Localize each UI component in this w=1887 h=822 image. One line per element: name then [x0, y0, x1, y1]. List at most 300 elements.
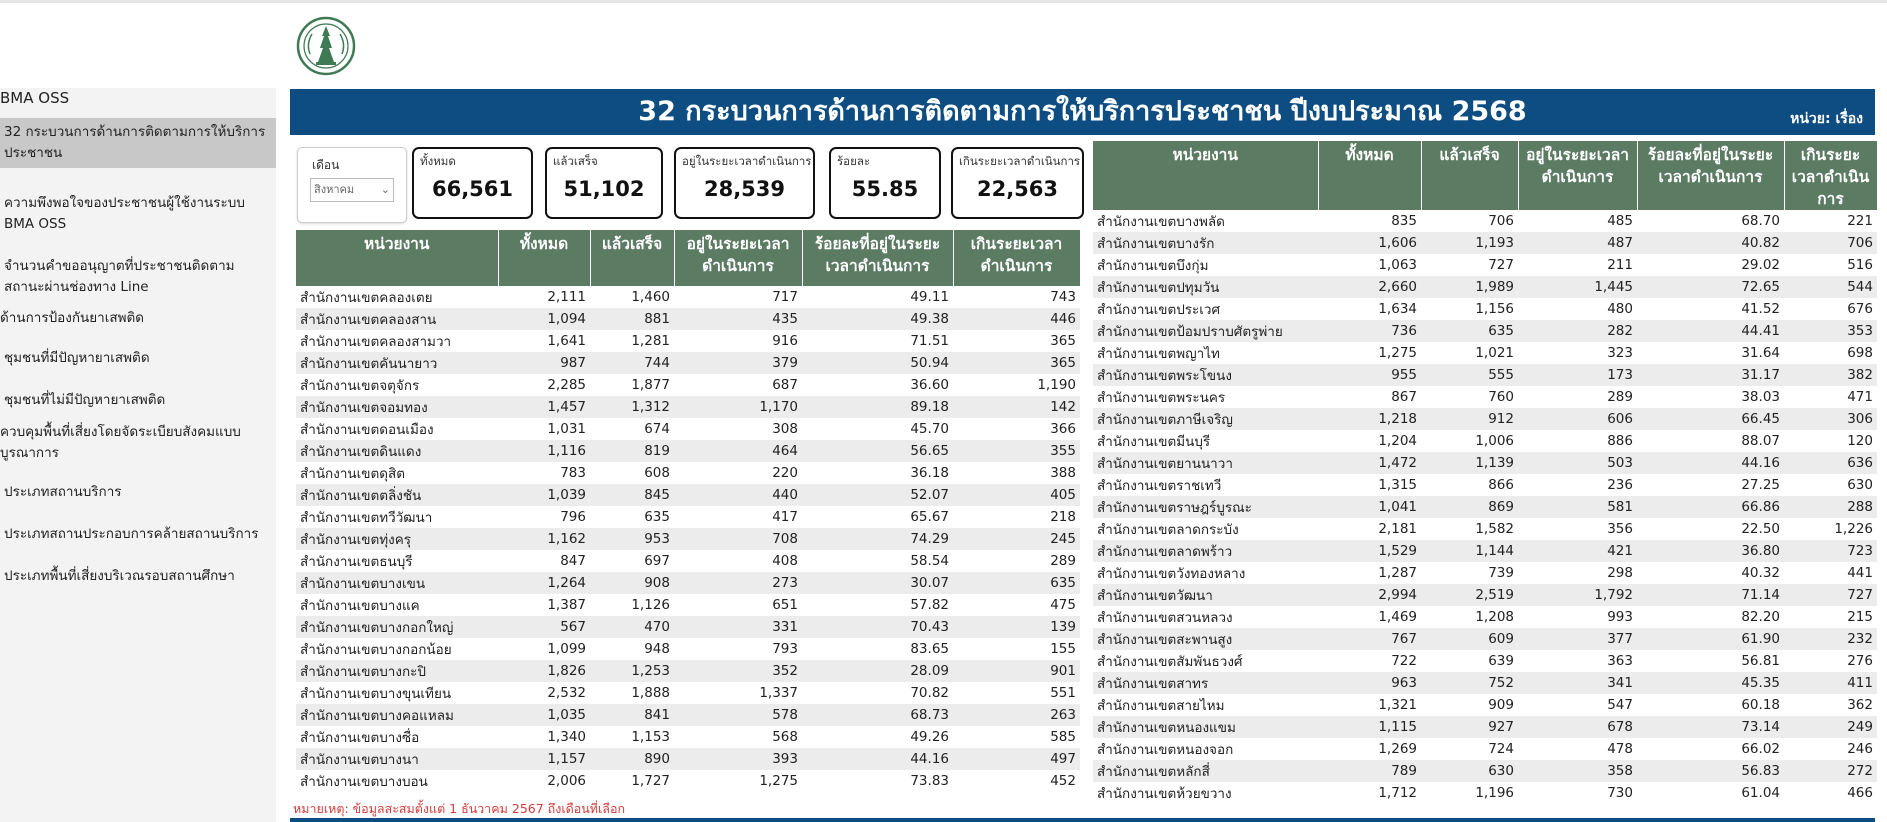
- table-row: [296, 286, 1080, 308]
- district-name-cell: สำนักงานเขตบางกอกน้อย: [300, 642, 452, 658]
- value-cell: 66.45: [1637, 408, 1784, 430]
- district-name-cell: สำนักงานเขตบางนา: [296, 748, 498, 770]
- value-cell: 1,472: [1318, 452, 1421, 474]
- value-cell: 44.16: [1637, 452, 1784, 474]
- value-cell: 1,116: [498, 440, 590, 462]
- top-divider: [0, 0, 1887, 3]
- value-cell: 1,139: [1421, 452, 1518, 474]
- district-name-cell: สำนักงานเขตพระโขนง: [1093, 364, 1318, 386]
- value-cell: 120: [1847, 433, 1873, 449]
- sidebar-item-school-risk-areas[interactable]: ประเภทพื้นที่เสี่ยงบริเวณรอบสถานศึกษา: [4, 568, 235, 584]
- table-row: [1093, 276, 1877, 298]
- value-cell: 393: [674, 748, 802, 770]
- value-cell: 220: [772, 465, 798, 481]
- value-cell: 1,337: [759, 685, 798, 701]
- table-row: [296, 462, 1080, 484]
- value-cell: 867: [1391, 389, 1417, 405]
- value-cell: 630: [1421, 760, 1518, 782]
- value-cell: 417: [772, 509, 798, 525]
- value-cell: 845: [590, 484, 674, 506]
- value-cell: 289: [1050, 553, 1076, 569]
- value-cell: 1,226: [1834, 521, 1873, 537]
- table-row: [296, 682, 1080, 704]
- value-cell: 744: [590, 352, 674, 374]
- value-cell: 717: [772, 289, 798, 305]
- table-row: [1093, 628, 1877, 650]
- value-cell: 36.18: [910, 465, 949, 481]
- table-row: [296, 748, 1080, 770]
- sidebar-item-32-processes[interactable]: 32 กระบวนการด้านการติดตามการให้บริการประชาชน: [0, 118, 276, 168]
- value-cell: 308: [772, 421, 798, 437]
- value-cell: 464: [674, 440, 802, 462]
- value-cell: 218: [1050, 509, 1076, 525]
- value-cell: 382: [1784, 364, 1877, 386]
- value-cell: 1,877: [631, 377, 670, 393]
- value-cell: 635: [644, 509, 670, 525]
- table-row: [296, 528, 1080, 550]
- value-cell: 1,063: [1378, 257, 1417, 273]
- value-cell: 953: [590, 528, 674, 550]
- value-cell: 298: [1607, 565, 1633, 581]
- table-row: [296, 484, 1080, 506]
- sidebar-item-similar-venues[interactable]: ประเภทสถานประกอบการคล้ายสถานบริการ: [4, 526, 259, 542]
- value-cell: 724: [1488, 741, 1514, 757]
- value-cell: 249: [1784, 716, 1877, 738]
- value-cell: 61.90: [1637, 628, 1784, 650]
- value-cell: 211: [1607, 257, 1633, 273]
- page-title: 32 กระบวนการด้านการติดตามการให้บริการประชาชน ปีงบประมาณ 2568: [638, 96, 1527, 127]
- value-cell: 341: [1518, 672, 1637, 694]
- value-cell: 71.51: [910, 333, 949, 349]
- district-name-cell: สำนักงานเขตตลิ่งชัน: [296, 484, 498, 506]
- value-cell: 306: [1784, 408, 1877, 430]
- value-cell: 698: [1847, 345, 1873, 361]
- table-row: [1093, 782, 1877, 804]
- value-cell: 435: [674, 308, 802, 330]
- value-cell: 56.83: [1637, 760, 1784, 782]
- value-cell: 727: [1784, 584, 1877, 606]
- district-name-cell: สำนักงานเขตคลองสามวา: [300, 334, 452, 350]
- value-cell: 52.07: [802, 484, 953, 506]
- value-cell: 1,445: [1518, 276, 1637, 298]
- value-cell: 352: [674, 660, 802, 682]
- value-cell: 1,039: [498, 484, 590, 506]
- district-name-cell: สำนักงานเขตยานนาวา: [1093, 452, 1318, 474]
- value-cell: 912: [1421, 408, 1518, 430]
- value-cell: 503: [1518, 452, 1637, 474]
- value-cell: 408: [772, 553, 798, 569]
- column-header: แล้วเสร็จ: [1421, 141, 1518, 210]
- district-name-cell: สำนักงานเขตวังทองหลาง: [1097, 566, 1246, 582]
- value-cell: 30.07: [802, 572, 953, 594]
- kpi-value: 28,539: [703, 177, 786, 201]
- value-cell: 44.16: [802, 748, 953, 770]
- value-cell: 155: [1050, 641, 1076, 657]
- value-cell: 440: [674, 484, 802, 506]
- district-name-cell: สำนักงานเขตจอมทอง: [296, 396, 498, 418]
- month-filter: [297, 147, 407, 223]
- column-header: หน่วยงาน: [1093, 141, 1318, 210]
- value-cell: 1,634: [1378, 301, 1417, 317]
- title-banner: [290, 89, 1875, 135]
- table-row: [1093, 210, 1877, 232]
- value-cell: 83.65: [910, 641, 949, 657]
- value-cell: 441: [1847, 565, 1873, 581]
- value-cell: 28.09: [802, 660, 953, 682]
- value-cell: 1,275: [759, 773, 798, 789]
- value-cell: 142: [953, 396, 1080, 418]
- value-cell: 2,181: [1378, 521, 1417, 537]
- table-row: [1093, 760, 1877, 782]
- table-row: [1093, 496, 1877, 518]
- value-cell: 73.83: [910, 773, 949, 789]
- value-cell: 72.65: [1637, 276, 1784, 298]
- value-cell: 881: [590, 308, 674, 330]
- district-name-cell: สำนักงานเขตบางซื่อ: [300, 730, 420, 746]
- value-cell: 487: [1518, 232, 1637, 254]
- value-cell: 215: [1847, 609, 1873, 625]
- value-cell: 1,099: [547, 641, 586, 657]
- value-cell: 1,312: [590, 396, 674, 418]
- value-cell: 40.82: [1637, 232, 1784, 254]
- district-name-cell: สำนักงานเขตจตุจักร: [300, 378, 420, 394]
- value-cell: 1,094: [498, 308, 590, 330]
- value-cell: 835: [1391, 213, 1417, 229]
- value-cell: 36.80: [1637, 540, 1784, 562]
- value-cell: 847: [560, 553, 586, 569]
- sidebar-header: BMA OSS: [0, 89, 70, 107]
- value-cell: 405: [953, 484, 1080, 506]
- sidebar-item-drug-prevention[interactable]: ด้านการป้องกันยาเสพติด: [0, 310, 145, 326]
- value-cell: 41.52: [1741, 301, 1780, 317]
- value-cell: 1,340: [547, 729, 586, 745]
- table-row: [296, 572, 1080, 594]
- table-row: [296, 660, 1080, 682]
- kpi-value: 55.85: [851, 177, 919, 201]
- district-name-cell: สำนักงานเขตทุ่งครุ: [296, 528, 498, 550]
- value-cell: 27.25: [1741, 477, 1780, 493]
- value-cell: 50.94: [802, 352, 953, 374]
- value-cell: 1,989: [1421, 276, 1518, 298]
- value-cell: 2,660: [1318, 276, 1421, 298]
- district-name-cell: สำนักงานเขตปทุมวัน: [1093, 276, 1318, 298]
- value-cell: 246: [1847, 741, 1873, 757]
- value-cell: 651: [772, 597, 798, 613]
- value-cell: 901: [953, 660, 1080, 682]
- value-cell: 2,519: [1421, 584, 1518, 606]
- district-name-cell: สำนักงานเขตพญาไท: [1097, 346, 1220, 362]
- kpi-card-percent: [829, 147, 941, 219]
- value-cell: 585: [1050, 729, 1076, 745]
- district-name-cell: สำนักงานเขตห้วยขวาง: [1097, 786, 1232, 802]
- value-cell: 1,460: [631, 289, 670, 305]
- value-cell: 44.41: [1637, 320, 1784, 342]
- table-row: [1093, 540, 1877, 562]
- value-cell: 674: [644, 421, 670, 437]
- value-cell: 890: [590, 748, 674, 770]
- value-cell: 789: [1318, 760, 1421, 782]
- value-cell: 723: [1784, 540, 1877, 562]
- value-cell: 1,606: [1318, 232, 1421, 254]
- column-header: แล้วเสร็จ: [590, 230, 674, 286]
- district-name-cell: สำนักงานเขตบางเขน: [296, 572, 498, 594]
- district-name-cell: สำนักงานเขตสะพานสูง: [1093, 628, 1318, 650]
- kpi-card-total: [412, 147, 533, 219]
- value-cell: 1,204: [1378, 433, 1417, 449]
- kpi-value: 22,563: [976, 177, 1059, 201]
- table-row: [1093, 430, 1877, 452]
- value-cell: 40.32: [1741, 565, 1780, 581]
- district-name-cell: สำนักงานเขตลาดพร้าว: [1093, 540, 1318, 562]
- value-cell: 767: [1318, 628, 1421, 650]
- value-cell: 88.07: [1741, 433, 1780, 449]
- value-cell: 1,727: [631, 773, 670, 789]
- value-cell: 365: [1050, 333, 1076, 349]
- district-name-cell: สำนักงานเขตมีนบุรี: [1097, 434, 1211, 450]
- table-row: [296, 330, 1080, 352]
- value-cell: 630: [1847, 477, 1873, 493]
- value-cell: 708: [674, 528, 802, 550]
- value-cell: 1,582: [1475, 521, 1514, 537]
- sidebar-item-satisfaction[interactable]: ความพึงพอใจของประชาชนผู้ใช้งานระบบ BMA OSS: [4, 195, 245, 232]
- district-name-cell: สำนักงานเขตบางกอกใหญ่: [296, 616, 498, 638]
- table-row: [1093, 606, 1877, 628]
- value-cell: 22.50: [1741, 521, 1780, 537]
- month-filter-label: เดือน: [312, 158, 340, 172]
- value-cell: 1,888: [631, 685, 670, 701]
- district-name-cell: สำนักงานเขตสัมพันธวงศ์: [1097, 654, 1243, 670]
- value-cell: 68.73: [802, 704, 953, 726]
- value-cell: 1,469: [1378, 609, 1417, 625]
- value-cell: 606: [1518, 408, 1637, 430]
- value-cell: 927: [1421, 716, 1518, 738]
- table-row: [296, 374, 1080, 396]
- table-row: [1093, 452, 1877, 474]
- value-cell: 1,529: [1318, 540, 1421, 562]
- value-cell: 366: [1050, 421, 1076, 437]
- value-cell: 377: [1518, 628, 1637, 650]
- value-cell: 609: [1421, 628, 1518, 650]
- value-cell: 49.11: [910, 289, 949, 305]
- value-cell: 282: [1518, 320, 1637, 342]
- value-cell: 470: [590, 616, 674, 638]
- value-cell: 29.02: [1741, 257, 1780, 273]
- value-cell: 31.17: [1637, 364, 1784, 386]
- value-cell: 1,281: [631, 333, 670, 349]
- value-cell: 1,287: [1378, 565, 1417, 581]
- value-cell: 1,144: [1421, 540, 1518, 562]
- value-cell: 819: [590, 440, 674, 462]
- value-cell: 60.18: [1741, 697, 1780, 713]
- value-cell: 727: [1488, 257, 1514, 273]
- value-cell: 886: [1607, 433, 1633, 449]
- value-cell: 1,253: [590, 660, 674, 682]
- district-name-cell: สำนักงานเขตราชเทวี: [1097, 478, 1222, 494]
- kpi-label: ทั้งหมด: [420, 154, 456, 168]
- district-table-right: [1093, 141, 1878, 804]
- value-cell: 987: [498, 352, 590, 374]
- table-row: [1093, 716, 1877, 738]
- table-row: [1093, 738, 1877, 760]
- kpi-label: ร้อยละ: [837, 154, 871, 168]
- value-cell: 783: [560, 465, 586, 481]
- table-row: [296, 308, 1080, 330]
- value-cell: 452: [1050, 773, 1076, 789]
- district-name-cell: สำนักงานเขตบางคอแหลม: [296, 704, 498, 726]
- value-cell: 57.82: [910, 597, 949, 613]
- column-header: ร้อยละที่อยู่ในระยะเวลาดำเนินการ: [802, 230, 953, 286]
- district-name-cell: สำนักงานเขตสาทร: [1093, 672, 1318, 694]
- table-row: [296, 506, 1080, 528]
- bottom-divider: [290, 818, 1875, 822]
- month-select[interactable]: [310, 178, 394, 202]
- value-cell: 49.38: [802, 308, 953, 330]
- value-cell: 73.14: [1637, 716, 1784, 738]
- sidebar-item-service-venues[interactable]: ประเภทสถานบริการ: [4, 484, 122, 500]
- value-cell: 1,153: [631, 729, 670, 745]
- value-cell: 353: [1784, 320, 1877, 342]
- value-cell: 1,275: [1378, 345, 1417, 361]
- table-row: [296, 638, 1080, 660]
- value-cell: 355: [953, 440, 1080, 462]
- value-cell: 722: [1391, 653, 1417, 669]
- column-header: อยู่ในระยะเวลาดำเนินการ: [1518, 141, 1637, 210]
- value-cell: 963: [1318, 672, 1421, 694]
- table-row: [1093, 694, 1877, 716]
- value-cell: 66.02: [1741, 741, 1780, 757]
- value-cell: 66.86: [1637, 496, 1784, 518]
- sidebar-item-drug-communities[interactable]: ชุมชนที่มีปัญหายาเสพติด: [4, 350, 150, 366]
- value-cell: 1,712: [1378, 785, 1417, 801]
- value-cell: 581: [1518, 496, 1637, 518]
- kpi-label: อยู่ในระยะเวลาดำเนินการ: [682, 154, 812, 168]
- value-cell: 544: [1784, 276, 1877, 298]
- value-cell: 1,035: [498, 704, 590, 726]
- column-header: ทั้งหมด: [498, 230, 590, 286]
- value-cell: 568: [772, 729, 798, 745]
- district-name-cell: สำนักงานเขตภาษีเจริญ: [1093, 408, 1318, 430]
- bma-logo-icon: [296, 14, 356, 78]
- table-row: [1093, 672, 1877, 694]
- value-cell: 739: [1488, 565, 1514, 581]
- value-cell: 551: [1050, 685, 1076, 701]
- value-cell: 82.20: [1741, 609, 1780, 625]
- value-cell: 1,457: [498, 396, 590, 418]
- district-name-cell: สำนักงานเขตหนองแขม: [1093, 716, 1318, 738]
- district-name-cell: สำนักงานเขตราษฎร์บูรณะ: [1093, 496, 1318, 518]
- kpi-label: เกินระยะเวลาดำเนินการ: [959, 154, 1081, 168]
- table-row: [1093, 474, 1877, 496]
- column-header: เกินระยะเวลาดำเนินการ: [953, 230, 1080, 286]
- kpi-label: แล้วเสร็จ: [553, 154, 598, 168]
- value-cell: 743: [1050, 289, 1076, 305]
- value-cell: 1,387: [547, 597, 586, 613]
- value-cell: 1,792: [1518, 584, 1637, 606]
- value-cell: 466: [1847, 785, 1873, 801]
- value-cell: 65.67: [910, 509, 949, 525]
- value-cell: 697: [644, 553, 670, 569]
- district-name-cell: สำนักงานเขตบางแค: [300, 598, 420, 614]
- district-name-cell: สำนักงานเขตธนบุรี: [300, 554, 413, 570]
- column-header: อยู่ในระยะเวลาดำเนินการ: [674, 230, 802, 286]
- value-cell: 2,532: [547, 685, 586, 701]
- district-name-cell: สำนักงานเขตสวนหลวง: [1097, 610, 1233, 626]
- district-name-cell: สำนักงานเขตบึงกุ่ม: [1097, 258, 1209, 274]
- column-header: หน่วยงาน: [296, 230, 498, 286]
- value-cell: 45.70: [910, 421, 949, 437]
- district-name-cell: สำนักงานเขตลาดกระบัง: [1097, 522, 1239, 538]
- value-cell: 1,315: [1378, 477, 1417, 493]
- value-cell: 1,264: [498, 572, 590, 594]
- value-cell: 752: [1421, 672, 1518, 694]
- table-row: [296, 440, 1080, 462]
- value-cell: 471: [1847, 389, 1873, 405]
- value-cell: 331: [674, 616, 802, 638]
- value-cell: 1,162: [498, 528, 590, 550]
- value-cell: 58.54: [910, 553, 949, 569]
- value-cell: 362: [1847, 697, 1873, 713]
- sidebar-item-drug-free-communities[interactable]: ชุมชนที่ไม่มีปัญหายาเสพติด: [4, 392, 166, 408]
- value-cell: 1,157: [498, 748, 590, 770]
- value-cell: 245: [953, 528, 1080, 550]
- table-row: [1093, 518, 1877, 540]
- table-row: [296, 396, 1080, 418]
- unit-label: หน่วย: เรื่อง: [1790, 111, 1863, 127]
- kpi-card-overdue: [951, 147, 1084, 219]
- column-header: ร้อยละที่อยู่ในระยะเวลาดำเนินการ: [1637, 141, 1784, 210]
- value-cell: 687: [772, 377, 798, 393]
- value-cell: 31.64: [1741, 345, 1780, 361]
- sidebar-item-risk-areas[interactable]: ควบคุมพื้นที่เสี่ยงโดยจัดระเบียบสังคมแบบบูรณาการ: [0, 424, 241, 461]
- district-name-cell: สำนักงานเขตบางบอน: [300, 774, 428, 790]
- chevron-down-icon: ⌄: [380, 183, 390, 196]
- value-cell: 421: [1518, 540, 1637, 562]
- value-cell: 639: [1488, 653, 1514, 669]
- table-row: [296, 418, 1080, 440]
- value-cell: 70.82: [910, 685, 949, 701]
- value-cell: 993: [1607, 609, 1633, 625]
- table-row: [1093, 342, 1877, 364]
- district-name-cell: สำนักงานเขตดุสิต: [300, 466, 406, 482]
- value-cell: 411: [1784, 672, 1877, 694]
- kpi-card-in-time: [674, 147, 815, 219]
- value-cell: 1,156: [1475, 301, 1514, 317]
- kpi-value: 51,102: [563, 177, 645, 201]
- sidebar-item-line-tracking[interactable]: จำนวนคำขออนุญาตที่ประชาชนติดตามสถานะผ่านช่องทาง Line: [4, 258, 235, 295]
- value-cell: 869: [1421, 496, 1518, 518]
- value-cell: 793: [772, 641, 798, 657]
- table-row: [296, 352, 1080, 374]
- value-cell: 323: [1607, 345, 1633, 361]
- kpi-value: 66,561: [431, 177, 514, 201]
- value-cell: 71.14: [1637, 584, 1784, 606]
- value-cell: 567: [498, 616, 590, 638]
- value-cell: 866: [1488, 477, 1514, 493]
- table-row: [296, 726, 1080, 748]
- value-cell: 730: [1607, 785, 1633, 801]
- district-name-cell: สำนักงานเขตบางกะปิ: [296, 660, 498, 682]
- table-row: [1093, 584, 1877, 606]
- district-name-cell: สำนักงานเขตคลองสาน: [296, 308, 498, 330]
- value-cell: 36.60: [910, 377, 949, 393]
- value-cell: 68.70: [1741, 213, 1780, 229]
- district-name-cell: สำนักงานเขตประเวศ: [1097, 302, 1221, 318]
- value-cell: 70.43: [802, 616, 953, 638]
- value-cell: 1,115: [1318, 716, 1421, 738]
- value-cell: 1,269: [1378, 741, 1417, 757]
- district-name-cell: สำนักงานเขตดอนเมือง: [300, 422, 434, 438]
- value-cell: 74.29: [802, 528, 953, 550]
